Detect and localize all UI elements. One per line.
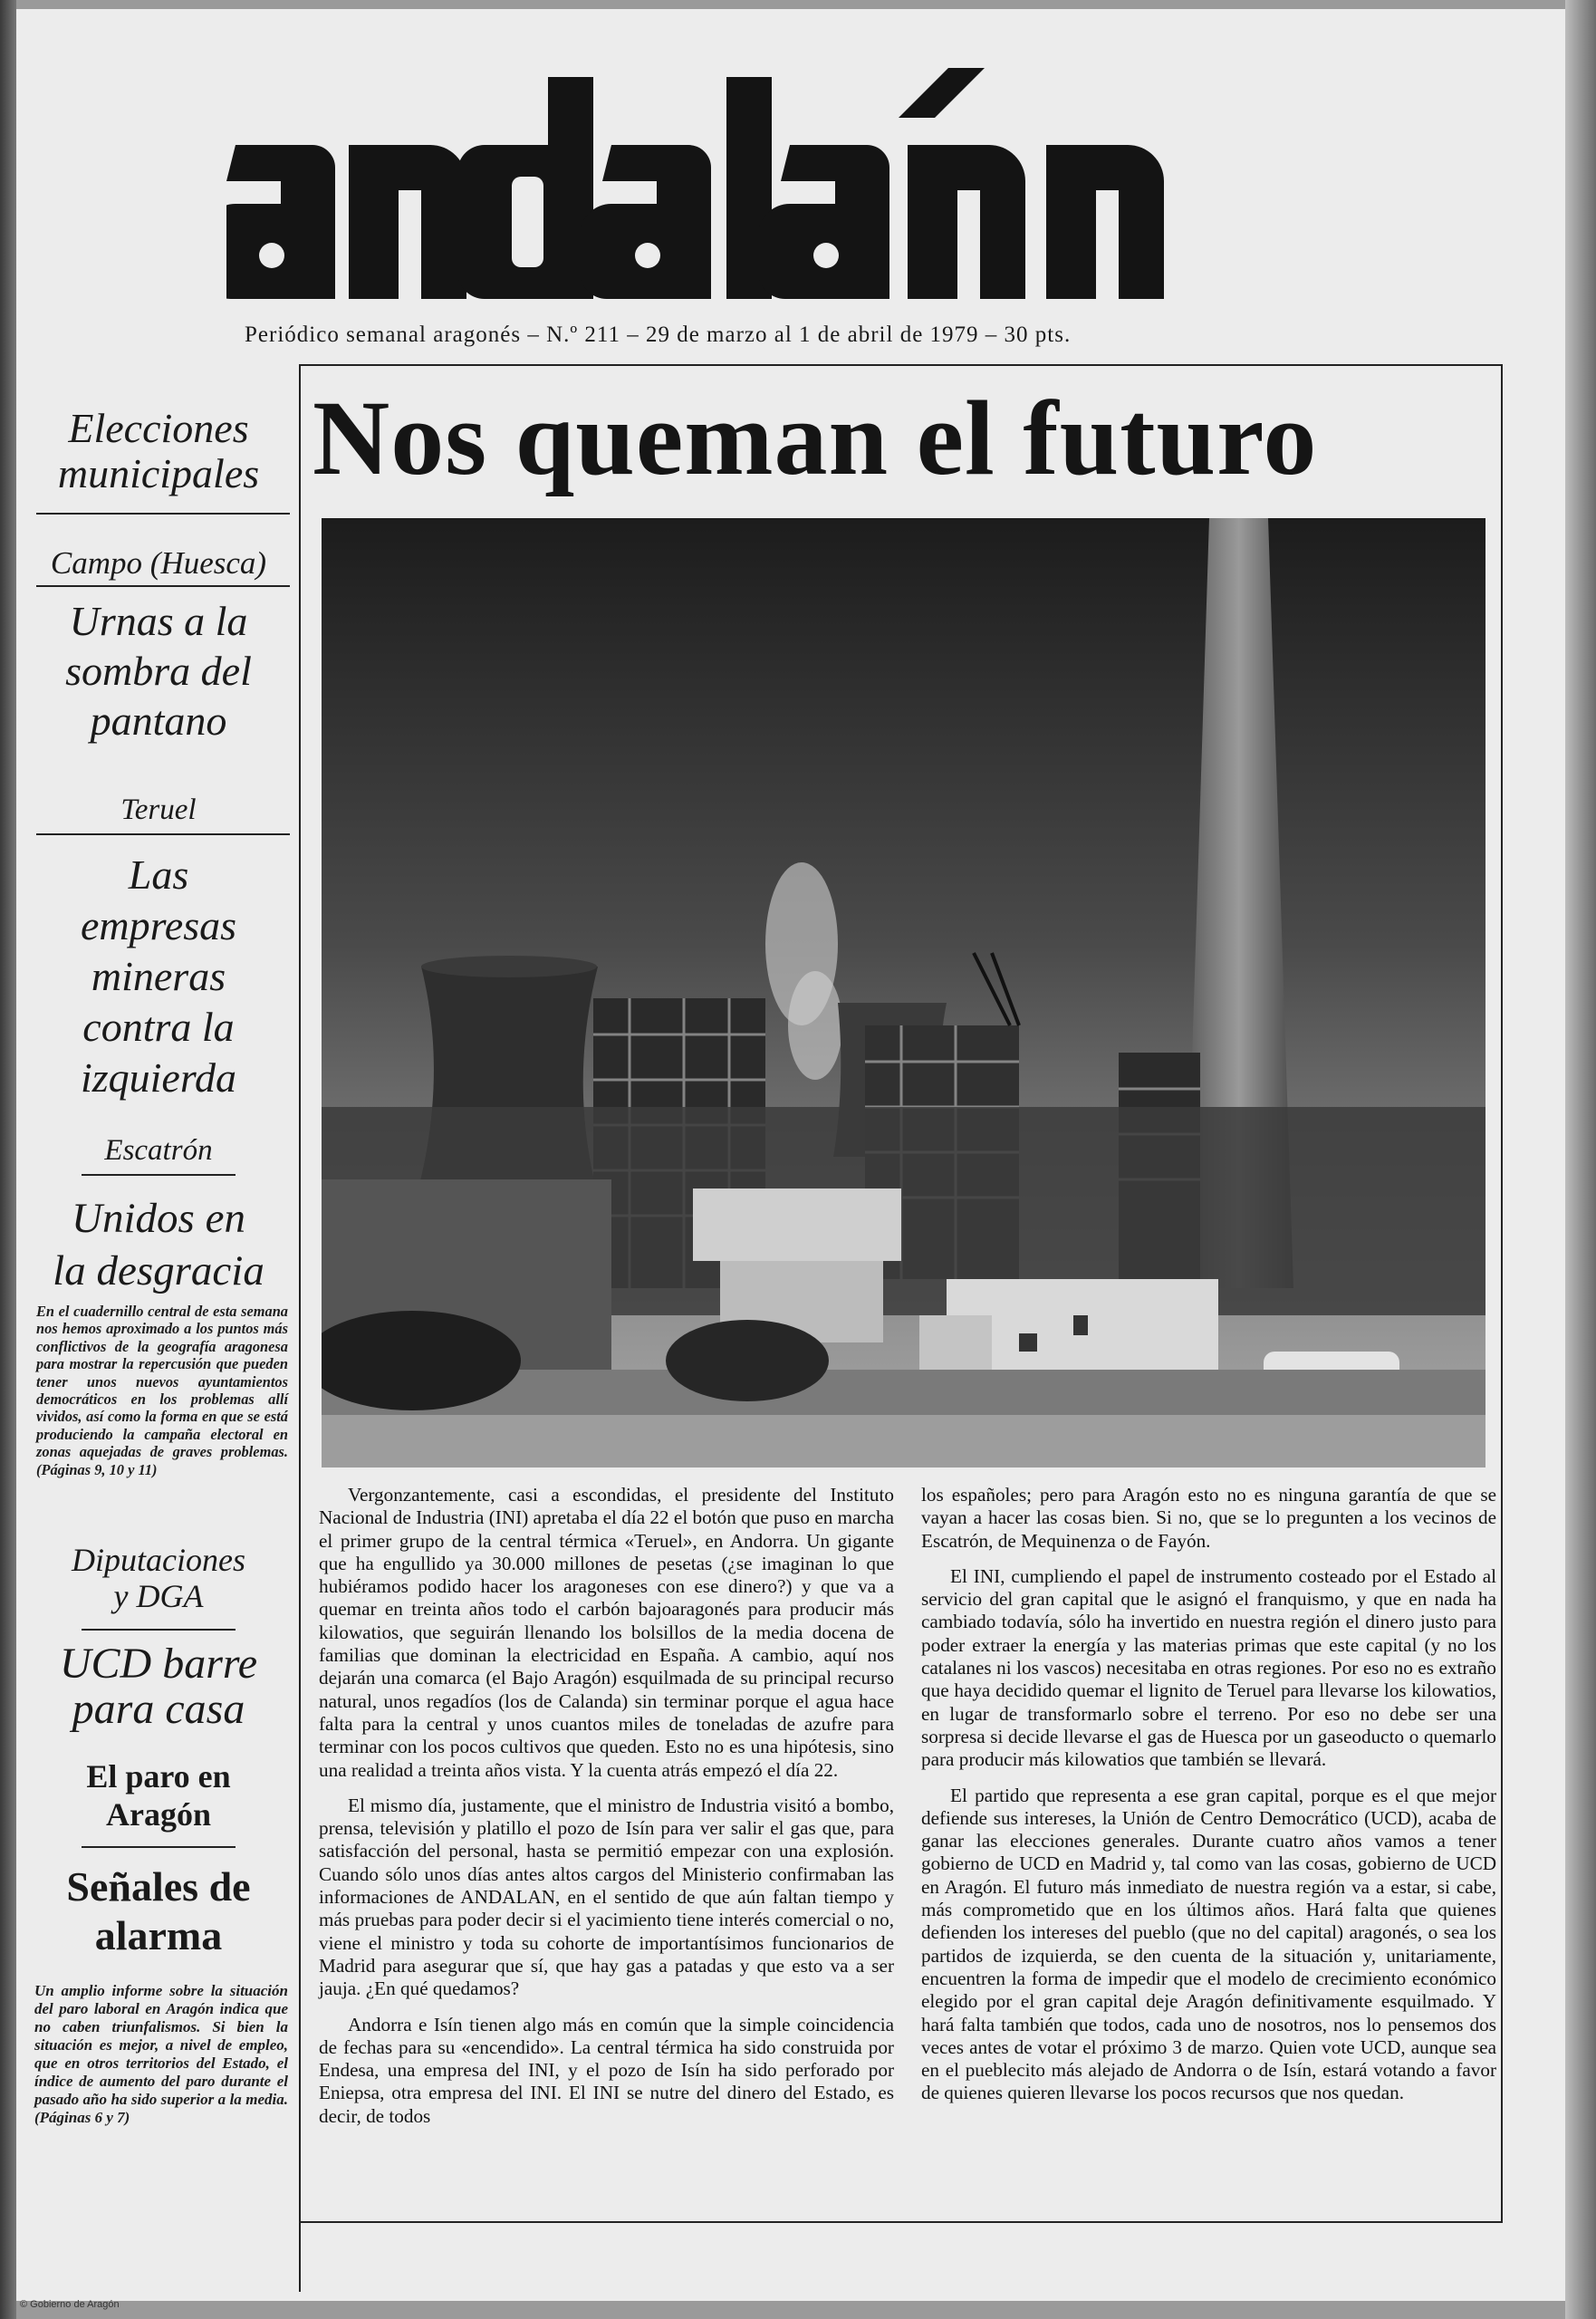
story-headline-line: Unidos en — [72, 1195, 245, 1242]
story-headline-line: Señales de — [66, 1863, 251, 1910]
story-headline-line: Urnas a la — [69, 598, 248, 644]
divider — [82, 1846, 236, 1848]
sidebar-column — [27, 380, 301, 2292]
divider — [82, 1629, 236, 1631]
story-headline-line: izquierda — [80, 1054, 237, 1101]
story-headline-line: contra la — [82, 1004, 235, 1050]
story-headline — [27, 1641, 290, 1732]
sidebar-section-title-line: Elecciones — [68, 405, 249, 451]
masthead-logo — [226, 63, 1250, 299]
story-headline-line: sombra del — [65, 648, 252, 694]
article-paragraph: los españoles; pero para Aragón esto no es ninguna garantía de que se vayan a hacer las cosas bien. Si no, que se lo pregunten a los vecinos de Escatrón, de Mequinenza o de Fayón. — [921, 1484, 1496, 1552]
kicker-line: Aragón — [106, 1796, 211, 1833]
article-paragraph: El partido que representa a ese gran capital, porque es el que mejor defiende sus intereses, la Unión de Centro Democrático (UCD), acaba de ganar las elecciones generales. Durante cuatro años vamos a tener gobierno de UCD en Madrid y, tal como van las cosas, gobierno de UCD en Aragón. El futuro más inmediato de nuestra región va a estar, si cabe, más comprometido que en los últimos años. Hará falta que quienes defienden los intereses del pueblo (que no del capital) aragonés, o sea los partidos de izquierda, se den cuenta de la situación y, unitariamente, encuentren la forma de impedir que el modelo de crecimiento económico elegido por el gran capital deje Aragón definitivamente esquilmado. Y hará falta también que todos, cada uno de nosotros, nos lo pensemos dos veces antes de votar el próximo 3 de marzo. Quien vote UCD, aunque sea en el pueblecito más alejado de Andorra o de Isín, estará votando a favor de quienes quieren llevarse los pocos recursos que nos quedan. — [921, 1784, 1496, 2104]
article-paragraph: El INI, cumpliendo el papel de instrumento costeado por el Estado al servicio del gran capital que le asignó el franquismo, y que en nada ha cambiado todavía, sólo ha invertido en nuestra región el dinero justo para poder extraer la energía y las materias primas que este capital (y no los catalanes ni los vascos) necesitaba en otras regiones. Por eso no es extraño que haya decidido quemar el lignito de Teruel para llevarse los kilowatios, en lugar de transformarlo sobre el terreno. Por eso no debe ser una sorpresa si decide llevarse el gas de Huesca por un gaseoducto o quemarlo para producir más kilowatios que también se llevará. — [921, 1564, 1496, 1771]
kicker-line: Diputaciones — [72, 1542, 245, 1578]
story-headline-line: UCD barre — [59, 1640, 258, 1688]
masthead-subtitle: Periódico semanal aragonés – N.º 211 – 29 de marzo al 1 de abril de 1979 – 30 pts. — [245, 322, 1072, 347]
story-headline — [27, 596, 290, 746]
story-summary: En el cuadernillo central de esta semana nos hemos aproximado a los puntos más conflictivos de la geografía aragonesa para mostrar la repercusión que pueden tener unos nuevos ayuntamientos democráticos en los problemas allí vividos, así como la forma en que se está produciendo la campaña electoral en zonas aquejadas de graves problemas. (Páginas 9, 10 y 11) — [36, 1303, 288, 1478]
power-plant-photo — [322, 518, 1485, 1467]
main-headline: Nos queman el futuro — [312, 379, 1318, 497]
kicker: Campo (Huesca) — [50, 545, 267, 581]
sidebar-section-title-line: municipales — [57, 450, 260, 496]
story-headline — [27, 1862, 290, 1960]
divider — [36, 585, 290, 587]
article-paragraph: Vergonzantemente, casi a escondidas, el presidente del Instituto Nacional de Industria (INI) apretaba el día 22 el botón que puso en marcha el primer grupo de la central térmica «Teruel», en Andorra. Un gigante que ha engullido ya 30.000 millones de pesetas (¿se imaginan lo que hubiéramos podido hacer los aragoneses con ese dinero?) y que va a quemar en treinta años todo el carbón bajoaragonés para producir más kilowatios, que seguirán llenando los bolsillos de la media docena de familias que dominan la electricidad en España. A cambio, aquí nos dejarán una comarca (el Bajo Aragón) esquilmada de su principal recurso natural, unos regadíos (los de Calanda) sin terminar porque el agua hace falta para la central y unos cuantos miles de toneladas de azufre para terminar con los pocos cultivos que queden. Esto no es una hipótesis, sino una realidad a treinta años vista. Y la cuenta atrás empezó el día 22. — [319, 1484, 894, 1781]
divider — [36, 513, 290, 515]
kicker — [27, 1757, 290, 1833]
page-edge — [1565, 0, 1596, 2319]
story-headline — [27, 1192, 290, 1297]
power-plant-photo-art — [322, 518, 1485, 1467]
story-headline-line: pantano — [90, 698, 227, 744]
story-headline-line: mineras — [91, 953, 226, 999]
story-headline-line: para casa — [72, 1685, 245, 1733]
divider — [36, 833, 290, 835]
kicker — [27, 1542, 290, 1614]
story-headline-line: alarma — [94, 1912, 223, 1958]
article-body — [319, 1484, 1496, 2208]
article-column-1 — [319, 1484, 894, 2128]
story-headline-line: empresas — [80, 902, 237, 948]
article-paragraph: El mismo día, justamente, que el ministro de Industria visitó a bombo, prensa, televisión y platillo el pozo de Isín para ver salir el gas que, para satisfacción del personal, hasta se permitió empezar con una explosión. Cuando sólo unos días antes altos cargos del Ministerio confirmaban las informaciones de ANDALAN, en el sentido de que aún faltan tiempo y más pruebas para poder decir si el yacimiento tiene interés comercial o no, viene el ministro y toda su cohorte de importantísimos funcionarios de Madrid para asegurar que sí, que hay gas a patadas y que esto va a ser jauja. ¿En qué quedamos? — [319, 1794, 894, 2000]
divider — [82, 1174, 236, 1176]
article-paragraph: Andorra e Isín tienen algo más en común que la simple coincidencia de fechas para su «encendido». La central térmica ha sido construida por Endesa, una empresa del INI, y el pozo de Isín ha sido perforado por Eniepsa, otra empresa del INI. El INI se nutre del dinero del Estado, es decir, de todos — [319, 2013, 894, 2127]
sidebar-section-title — [27, 406, 290, 496]
kicker: Escatrón — [104, 1134, 213, 1167]
article-column-2 — [921, 1484, 1496, 2105]
story-headline-line: Las — [128, 852, 189, 898]
image-credit: © Gobierno de Aragón — [20, 2299, 120, 2310]
kicker-line: El paro en — [86, 1758, 231, 1795]
binding-edge — [0, 0, 16, 2319]
story-headline — [27, 850, 290, 1103]
masthead-logo-art — [226, 63, 1250, 299]
story-headline-line: la desgracia — [53, 1247, 264, 1294]
story-summary: Un amplio informe sobre la situación del paro laboral en Aragón indica que no caben triunfalismos. Si bien la situación es mejor, a nivel de empleo, que en otros territorios del Estado, el índice de aumento del paro durante el pasado año ha sido superior a la media. (Páginas 6 y 7) — [34, 1982, 288, 2126]
kicker-line: y DGA — [113, 1578, 204, 1614]
kicker: Teruel — [120, 794, 197, 826]
